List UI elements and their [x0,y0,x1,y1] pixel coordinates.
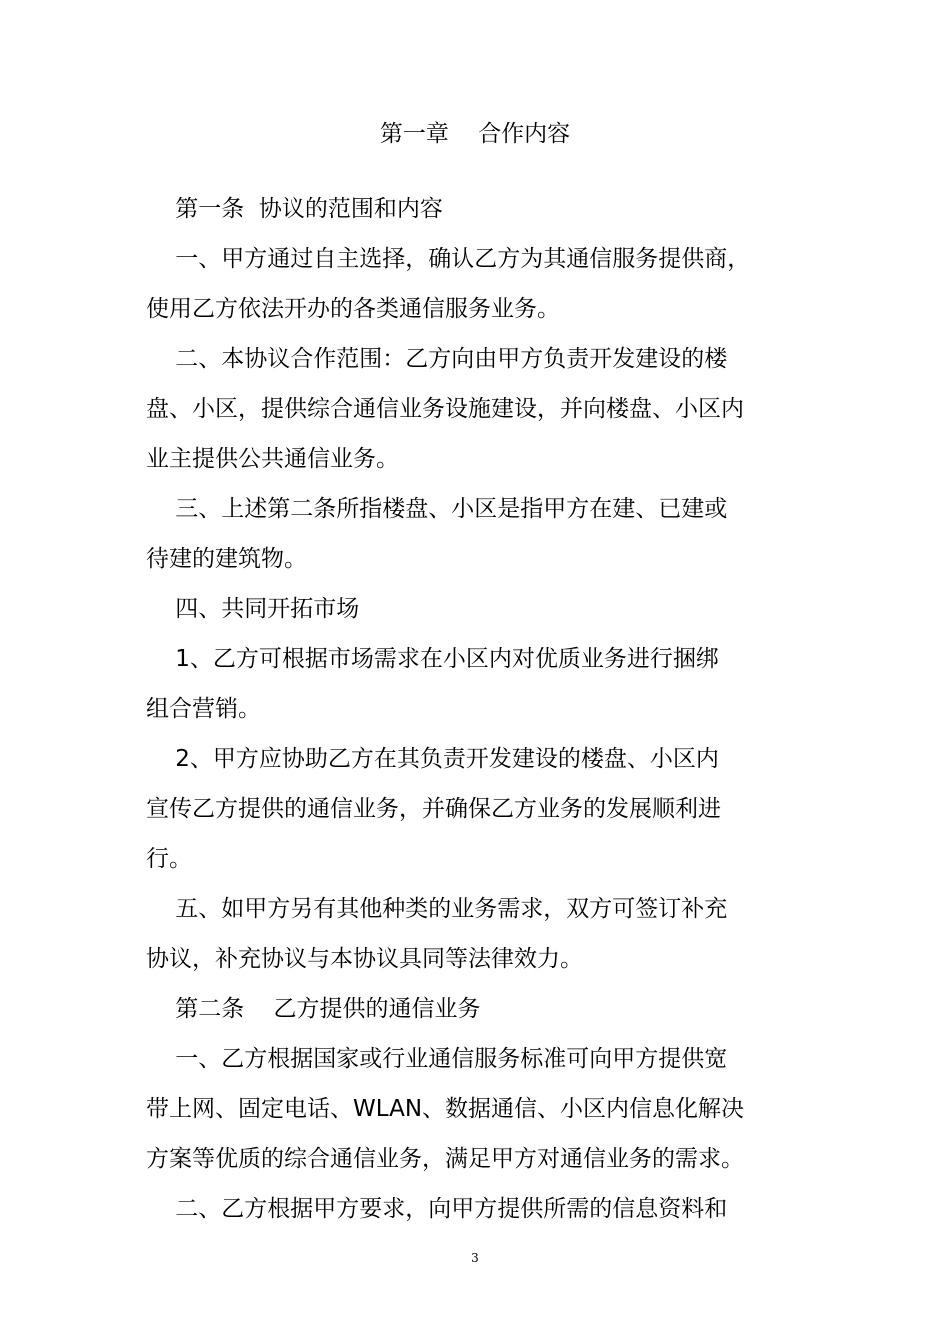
text-line: 业主提供公共通信业务。 [146,446,399,472]
text-line: 五、如甲方另有其他种类的业务需求，双方可签订补充 [146,896,728,922]
text-line: 方案等优质的综合通信业务，满足甲方对通信业务的需求。 [146,1146,744,1172]
page-number: 3 [471,1251,479,1265]
text-line: 待建的建筑物。 [146,546,307,572]
text-line: 带上网、固定电话、WLAN、数据通信、小区内信息化解决 [146,1096,745,1122]
text-line: 二、乙方根据甲方要求，向甲方提供所需的信息资料和 [146,1196,728,1222]
chapter-title: 第一章 合作内容 [379,121,571,147]
text-line: 组合营销。 [146,696,261,722]
text-line: 四、共同开拓市场 [146,596,360,622]
text-line: 一、甲方通过自主选择，确认乙方为其通信服务提供商， [146,246,751,272]
text-line: 二、本协议合作范围：乙方向由甲方负责开发建设的楼 [146,346,728,372]
text-line: 协议，补充协议与本协议具同等法律效力。 [146,946,583,972]
text-line: 2、甲方应协助乙方在其负责开发建设的楼盘、小区内 [146,746,719,772]
document-body [146,184,836,1234]
text-line: 宣传乙方提供的通信业务，并确保乙方业务的发展顺利进 [146,796,721,822]
text-line: 1、乙方可根据市场需求在小区内对优质业务进行捆绑 [146,646,719,672]
text-line: 第一条 协议的范围和内容 [146,196,443,222]
text-line: 一、乙方根据国家或行业通信服务标准可向甲方提供宽 [146,1046,728,1072]
text-line: 行。 [146,846,192,872]
text-line: 盘、小区，提供综合通信业务设施建设，并向楼盘、小区内 [146,396,744,422]
text-line: 三、上述第二条所指楼盘、小区是指甲方在建、已建或 [146,496,728,522]
text-line: 使用乙方依法开办的各类通信服务业务。 [146,296,560,322]
text-line: 第二条 乙方提供的通信业务 [146,996,481,1022]
